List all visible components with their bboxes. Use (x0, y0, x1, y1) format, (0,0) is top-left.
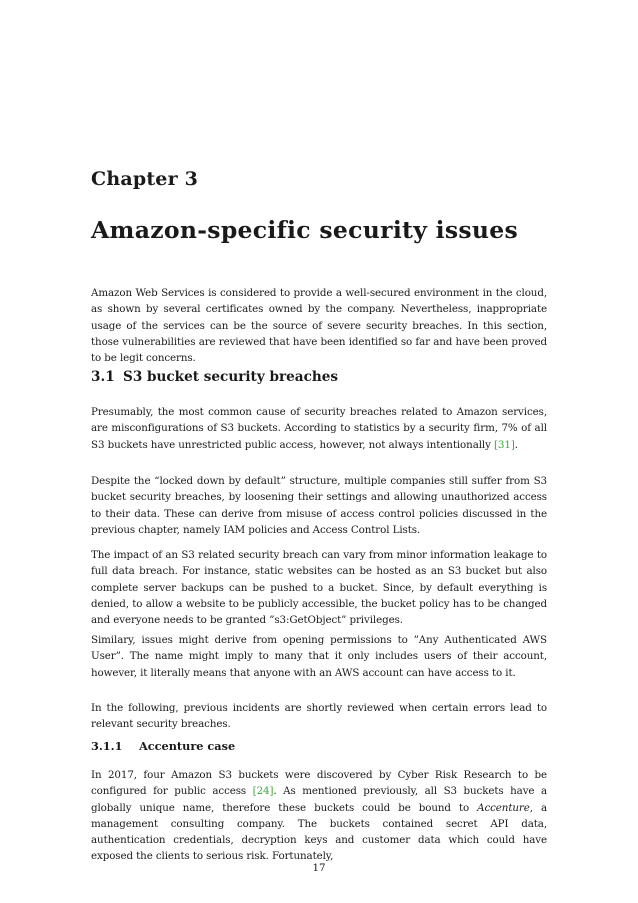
paragraph-text: . (514, 438, 518, 451)
section-paragraph-5: In the following, previous incidents are shortly reviewed when certain errors lead to relevant security breaches. (91, 702, 547, 731)
section-paragraph-3: The impact of an S3 related security breach can vary from minor information leakage to full data breach. For instance, static websites can be hosted as an S3 bucket but also complete server backups can be pushed to a bucket. Since, by default everything is denied, to allow a website to be publicly accessible, the bucket policy has to be changed and everyone needs to be granted ”s3:GetObject” privileges. (91, 549, 547, 627)
subsection-heading (91, 739, 235, 753)
section-paragraph-4: Similary, issues might derive from opening permissions to ”Any Authenticated AWS User”. The name might imply to many that it only includes users of their account, however, it literally means that anyone with an AWS account can have access to it. (91, 634, 547, 679)
chapter-title: Amazon-specific security issues (91, 216, 519, 244)
company-name: Accenture (477, 801, 530, 814)
section-paragraph-1 (91, 404, 547, 453)
paragraph-text: . As mentioned previously, all S3 buckets have a globally unique name, therefore these buckets could be bound to (91, 785, 547, 814)
chapter-label: Chapter 3 (91, 168, 199, 190)
section-heading (91, 369, 338, 385)
paragraph-text: Presumably, the most common cause of security breaches related to Amazon services, are misconfigurations of S3 buckets. According to statistics by a security firm, 7% of all S3 buckets have unrestricted public access, however, not always intentionally (91, 406, 547, 451)
citation-link[interactable]: [31] (494, 438, 515, 451)
paragraph-text: In 2017, four Amazon S3 buckets were discovered by Cyber Risk Research to be configured for public access (91, 769, 547, 798)
section-paragraph-2: Despite the “locked down by default” structure, multiple companies still suffer from S3 bucket security breaches, by loosening their settings and allowing unauthorized access to their data. These can derive from misuse of access control policies discussed in the previous chapter, namely IAM policies and Access Control Lists. (91, 475, 547, 536)
subsection-paragraph-1 (91, 767, 547, 865)
subsection-title: Accenture case (139, 739, 236, 753)
section-number: 3.1 (91, 369, 115, 385)
intro-paragraph: Amazon Web Services is considered to provide a well-secured environment in the cloud, as shown by several certificates owned by the company. Nevertheless, inappropriate usage of the services can be the source of severe security breaches. In this section, those vulnerabilities are reviewed that have been identified so far and have been proved to be legit concerns. (91, 287, 547, 365)
page-number: 17 (312, 862, 326, 874)
paragraph-text: , a management consulting company. The buckets contained secret API data, authentication credentials, decryption keys and customer data which could have exposed the clients to serious risk. Fortunately, (91, 801, 547, 863)
citation-link[interactable]: [24] (252, 785, 274, 798)
subsection-number: 3.1.1 (91, 739, 123, 753)
section-title: S3 bucket security breaches (123, 369, 339, 385)
